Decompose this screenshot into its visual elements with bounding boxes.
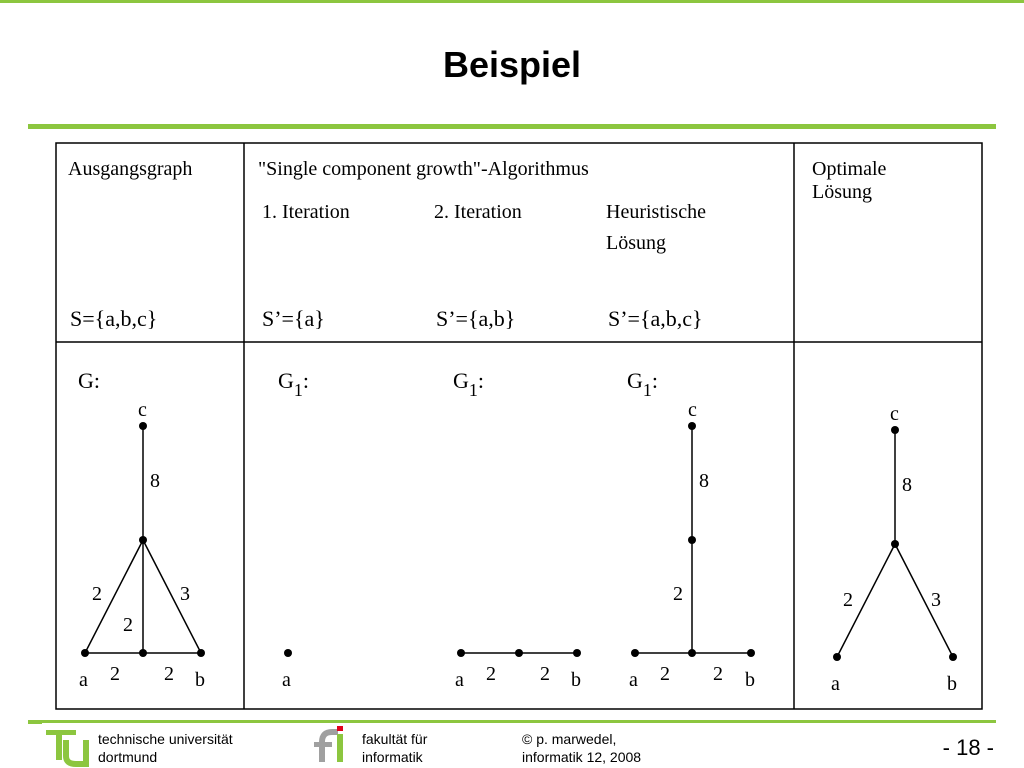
iter1-node-a [284, 649, 292, 657]
footer-copyright-line2: informatik 12, 2008 [522, 749, 642, 765]
heuristic-node-c: c [688, 399, 697, 421]
set-s-iter2: S’={a,b} [436, 306, 516, 331]
footer-university-line2: dortmund [98, 749, 158, 765]
graph-g-weight-2-bottom-left: 2 [110, 663, 120, 685]
header-optimal-line1: Optimale [812, 158, 887, 180]
optimal-weight-3: 3 [931, 589, 941, 611]
graph-g-weight-2-left: 2 [92, 583, 102, 605]
header-algorithm: "Single component growth"-Algorithmus [258, 158, 589, 180]
iter2-label: $G_1$: [453, 368, 485, 400]
graph-g-weight-8: 8 [150, 470, 160, 492]
heuristic-node-a: a [629, 669, 638, 691]
footer-university [98, 730, 233, 766]
graph-optimal [831, 403, 957, 695]
graph-g-weight-2-center: 2 [123, 614, 133, 636]
set-s: S={a,b,c} [70, 306, 158, 331]
header-heuristic-line2: Lösung [606, 232, 666, 254]
graph-g-weight-3: 3 [180, 583, 190, 605]
heuristic-label: $G_1$: [627, 368, 659, 400]
heuristic-weight-2-left: 2 [660, 663, 670, 685]
footer-university-line1: technische universität [98, 731, 233, 747]
footer-divider [28, 720, 996, 723]
header-iteration-1: 1. Iteration [262, 201, 350, 223]
heuristic-weight-2-right: 2 [713, 663, 723, 685]
footer-faculty-line2: informatik [362, 749, 423, 765]
graph-iteration-2 [453, 368, 581, 691]
graph-g-node-b: b [195, 669, 205, 691]
iter2-weight-2-left: 2 [486, 663, 496, 685]
heuristic-nodes [631, 422, 755, 657]
set-s-iter1: S’={a} [262, 306, 325, 331]
iter1-label: $G_1$: [278, 368, 310, 400]
optimal-node-c: c [890, 403, 899, 425]
iter2-node-b: b [571, 669, 581, 691]
graph-g-weight-2-bottom-right: 2 [164, 663, 174, 685]
graph-g-node-c: c [138, 399, 147, 421]
graph-iteration-1 [278, 368, 309, 691]
footer-copyright [522, 730, 641, 766]
optimal-weight-8: 8 [902, 474, 912, 496]
footer-copyright-line1: © p. marwedel, [522, 731, 617, 747]
header-ausgangsgraph: Ausgangsgraph [68, 158, 193, 180]
header-iteration-2: 2. Iteration [434, 201, 522, 223]
graph-g-node-a: a [79, 669, 88, 691]
heuristic-node-b: b [745, 669, 755, 691]
header-optimal-line2: Lösung [812, 181, 872, 203]
tu-logo [28, 720, 86, 764]
set-s-heuristic: S’={a,b,c} [608, 306, 703, 331]
page-title: Beispiel [442, 44, 582, 85]
optimal-weight-2: 2 [843, 589, 853, 611]
page-number: - 18 - [942, 735, 994, 760]
heuristic-weight-2-vertical: 2 [673, 583, 683, 605]
iter2-weight-2-right: 2 [540, 663, 550, 685]
iter1-node-a-label: a [282, 669, 291, 691]
table-frame [56, 143, 982, 709]
iter2-node-a: a [455, 669, 464, 691]
graph-heuristic [627, 368, 755, 691]
header-heuristic-line1: Heuristische [606, 201, 706, 223]
graph-g-label: G: [78, 368, 100, 393]
footer-faculty-line1: fakultät für [362, 731, 428, 747]
optimal-node-b: b [947, 673, 957, 695]
optimal-node-a: a [831, 673, 840, 695]
graph-g [78, 368, 205, 691]
footer-faculty [362, 730, 427, 766]
fi-logo [314, 726, 343, 762]
heuristic-weight-8: 8 [699, 470, 709, 492]
